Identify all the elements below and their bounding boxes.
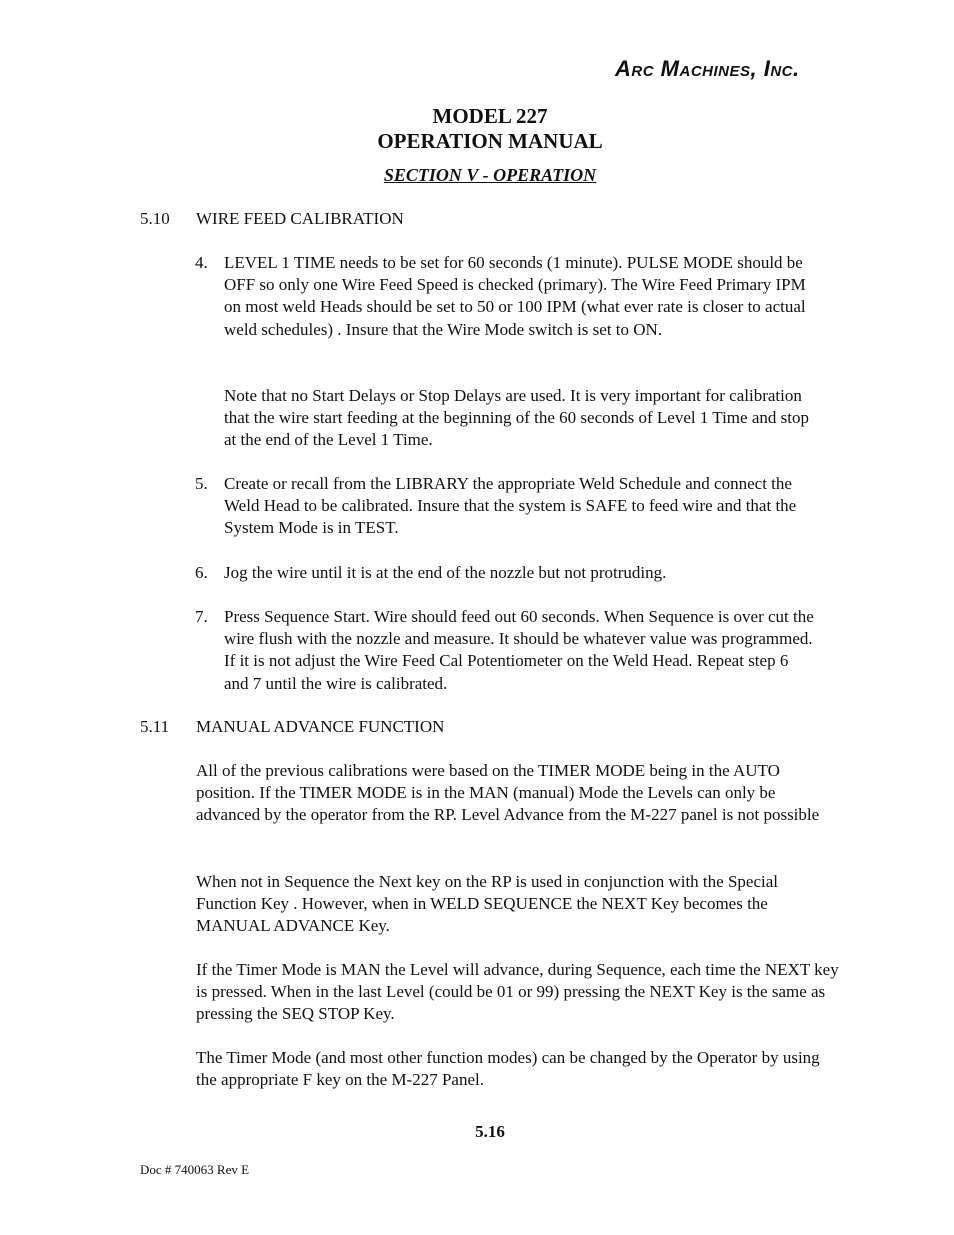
document-number: Doc # 740063 Rev E	[140, 1162, 250, 1177]
section-number: 5.10	[140, 209, 170, 228]
step-number: 4.	[195, 253, 208, 272]
paragraph-level-advance: If the Timer Mode is MAN the Level will advance, during Sequence, each time the NEXT key is pressed. When in the last Level (could be 01 or 99) pressing the NEXT Key is the same as pressing the SEQ STOP Key.	[196, 960, 839, 1024]
section-heading-5-10	[140, 209, 404, 229]
manual-title-operation: OPERATION MANUAL	[377, 129, 603, 153]
step-6	[195, 562, 815, 584]
company-logo: Arc Machines, Inc.	[615, 56, 800, 81]
paragraph-function-modes: The Timer Mode (and most other function modes) can be changed by the Operator by using the appropriate F key on the M-227 Panel.	[196, 1048, 820, 1090]
step-number: 5.	[195, 474, 208, 493]
step-text: LEVEL 1 TIME needs to be set for 60 seconds (1 minute). PULSE MODE should be OFF so only one Wire Feed Speed is checked (primary). The Wire Feed Primary IPM on most weld Heads should be set to 50 or 100 IPM (what ever rate is closer to actual weld schedules) . Insure that the Wire Mode switch is set to ON.	[224, 253, 806, 339]
section-number: 5.11	[140, 717, 170, 736]
page-number: 5.16	[475, 1122, 505, 1141]
step-4-note: Note that no Start Delays or Stop Delays are used. It is very important for calibration that the wire start feeding at the beginning of the 60 seconds of Level 1 Time and stop at the end of the Level 1 Time.	[224, 386, 809, 450]
step-text: Press Sequence Start. Wire should feed out 60 seconds. When Sequence is over cut the wire flush with the nozzle and measure. It should be whatever value was programmed. If it is not adjust the Wire Feed Cal Potentiometer on the Weld Head. Repeat step 6 and 7 until the wire is calibrated.	[224, 607, 814, 693]
manual-title-model: MODEL 227	[432, 104, 548, 128]
step-5	[195, 473, 815, 540]
step-4	[195, 252, 815, 341]
step-text: Create or recall from the LIBRARY the appropriate Weld Schedule and connect the Weld Head to be calibrated. Insure that the system is SAFE to feed wire and that the System Mode is in TEST.	[224, 474, 797, 538]
step-number: 7.	[195, 607, 208, 626]
section-heading-text: MANUAL ADVANCE FUNCTION	[196, 717, 445, 736]
step-7	[195, 606, 815, 695]
step-number: 6.	[195, 563, 208, 582]
section-title: SECTION V - OPERATION	[383, 165, 597, 185]
section-heading-5-11	[140, 717, 444, 737]
step-text: Jog the wire until it is at the end of the nozzle but not protruding.	[224, 563, 667, 582]
paragraph-next-key: When not in Sequence the Next key on the RP is used in conjunction with the Special Function Key . However, when in WELD SEQUENCE the NEXT Key becomes the MANUAL ADVANCE Key.	[196, 872, 778, 936]
section-heading-text: WIRE FEED CALIBRATION	[196, 209, 404, 228]
paragraph-timer-mode: All of the previous calibrations were based on the TIMER MODE being in the AUTO position. If the TIMER MODE is in the MAN (manual) Mode the Levels can only be advanced by the operator from the RP. Level Advance from the M-227 panel is not possible	[196, 761, 820, 825]
